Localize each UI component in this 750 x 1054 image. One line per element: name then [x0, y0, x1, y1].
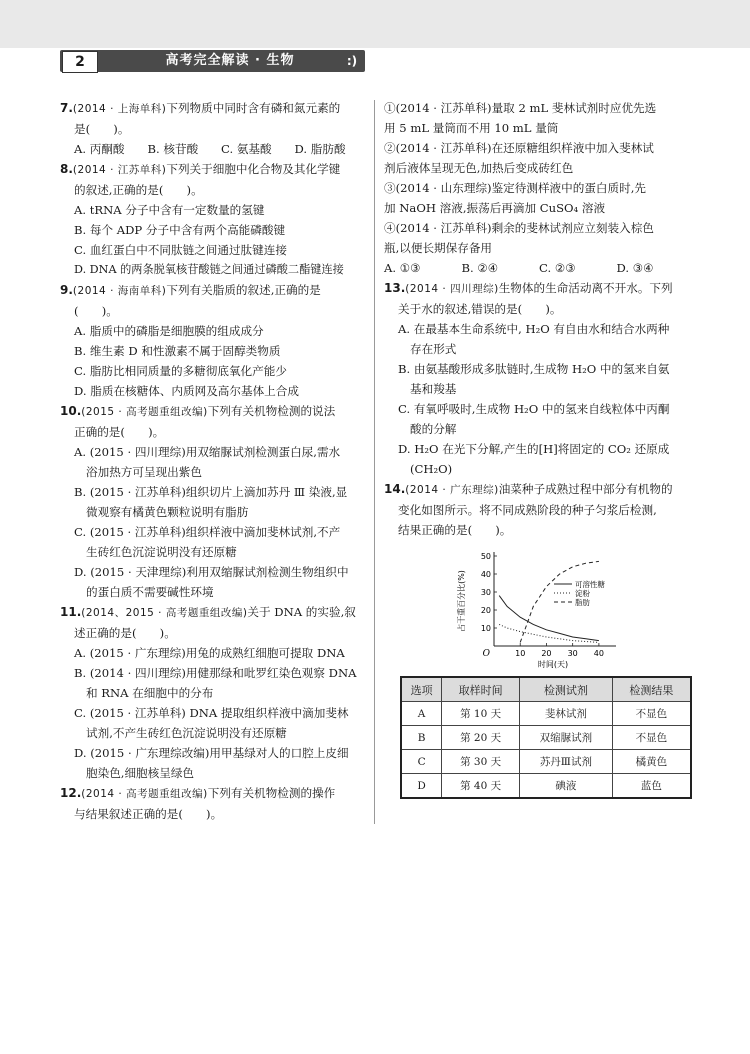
- origin-label: O: [482, 649, 490, 659]
- q8-stem2: 的叙述,正确的是( )。: [74, 183, 203, 197]
- page-number: 2: [62, 51, 98, 73]
- q9-option-c: C. 脂肪比相同质量的多糖彻底氧化产能少: [74, 364, 287, 378]
- q12-item-2: ②(2014 · 江苏单科)在还原糖组织样液中加入斐林试: [384, 141, 654, 155]
- column-divider: [374, 100, 375, 824]
- q14-stem3: 结果正确的是( )。: [398, 523, 512, 537]
- q9-stem2: ( )。: [74, 304, 118, 318]
- q12-item-4: ④(2014 · 江苏单科)剩余的斐林试剂应立刻装入棕色: [384, 221, 654, 235]
- q11-stem: 11.(2014、2015 · 高考题重组改编)关于 DNA 的实验,叙: [60, 605, 356, 619]
- legend-label: 淀粉: [575, 589, 590, 598]
- q8-option-c: C. 血红蛋白中不同肽链之间通过肽键连接: [74, 243, 287, 257]
- q11-option-d: D. (2015 · 广东理综改编)用甲基绿对人的口腔上皮细: [74, 746, 349, 760]
- q7-options: A. 丙酮酸 B. 核苷酸 C. 氨基酸 D. 脂肪酸: [74, 142, 346, 156]
- table-row: B 第 20 天 双缩脲试剂 不显色: [401, 726, 691, 750]
- q12-options: A. ①③ B. ②④ C. ②③ D. ③④: [384, 261, 654, 275]
- q13-stem: 13.(2014 · 四川理综)生物体的生命活动离不开水。下列: [384, 281, 673, 295]
- organic-matter-chart: [452, 548, 622, 670]
- y-tick-label: 20: [480, 606, 491, 615]
- x-tick-label: 10: [515, 649, 526, 658]
- q13-option-c: C. 有氧呼吸时,生成物 H₂O 中的氢来自线粒体中丙酮: [398, 402, 670, 416]
- q7-stem2: 是( )。: [74, 122, 130, 136]
- series-line-淀粉: [499, 624, 599, 642]
- q8-option-d: D. DNA 的两条脱氧核苷酸链之间通过磷酸二酯键连接: [74, 263, 344, 276]
- q12-item-1: ①(2014 · 江苏单科)量取 2 mL 斐林试剂时应优先选: [384, 101, 657, 115]
- table-row: D 第 40 天 碘液 蓝色: [401, 774, 691, 799]
- q8-stem: 8.(2014 · 江苏单科)下列关于细胞中化合物及其化学键: [60, 162, 341, 176]
- header-deco: :): [346, 54, 358, 68]
- q12-item-3: ③(2014 · 山东理综)鉴定待测样液中的蛋白质时,先: [384, 181, 646, 195]
- q12-stem2: 与结果叙述正确的是( )。: [74, 807, 223, 821]
- y-tick-label: 40: [480, 570, 491, 579]
- x-axis-label: 时间(天): [537, 660, 569, 669]
- x-tick-label: 20: [541, 649, 552, 658]
- legend-label: 脂肪: [575, 598, 590, 607]
- q13-stem2: 关于水的叙述,错误的是( )。: [398, 302, 562, 316]
- q10-option-c: C. (2015 · 江苏单科)组织样液中滴加斐林试剂,不产: [74, 525, 341, 539]
- q10-stem2: 正确的是( )。: [74, 425, 165, 439]
- y-axis-label: 占干重百分比(%): [457, 570, 466, 632]
- q9-stem: 9.(2014 · 海南单科)下列有关脂质的叙述,正确的是: [60, 283, 321, 297]
- q12-stem: 12.(2014 · 高考题重组改编)下列有关机物检测的操作: [60, 786, 336, 800]
- q11-option-c: C. (2015 · 江苏单科) DNA 提取组织样液中滴加斐林: [74, 706, 349, 720]
- q13-option-d: D. H₂O 在光下分解,产生的[H]将固定的 CO₂ 还原成: [398, 442, 670, 456]
- y-tick-label: 50: [480, 552, 491, 561]
- q10-stem: 10.(2015 · 高考题重组改编)下列有关机物检测的说法: [60, 404, 336, 418]
- q13-option-a: A. 在最基本生命系统中, H₂O 有自由水和结合水两种: [398, 322, 670, 336]
- q10-option-b: B. (2015 · 江苏单科)组织切片上滴加苏丹 Ⅲ 染液,显: [74, 485, 348, 499]
- q8-option-b: B. 每个 ADP 分子中含有两个高能磷酸键: [74, 223, 286, 237]
- q10-option-a: A. (2015 · 四川理综)用双缩脲试剂检测蛋白尿,需水: [74, 445, 341, 459]
- q11-option-a: A. (2015 · 广东理综)用兔的成熟红细胞可提取 DNA: [74, 646, 345, 660]
- q9-option-d: D. 脂质在核糖体、内质网及高尔基体上合成: [74, 384, 299, 398]
- q9-option-a: A. 脂质中的磷脂是细胞膜的组成成分: [74, 324, 264, 338]
- q11-stem2: 述正确的是( )。: [74, 626, 176, 640]
- q14-stem: 14.(2014 · 广东理综)油菜种子成熟过程中部分有机物的: [384, 482, 673, 496]
- q10-option-d: D. (2015 · 天津理综)利用双缩脲试剂检测生物组织中: [74, 565, 349, 579]
- book-title: 高考完全解读 · 生物: [165, 53, 295, 68]
- q8-option-a: A. tRNA 分子中含有一定数量的氢键: [74, 203, 265, 217]
- legend-label: 可溶性糖: [575, 580, 605, 589]
- q13-option-b: B. 由氨基酸形成多肽链时,生成物 H₂O 中的氢来自氨: [398, 362, 670, 376]
- y-tick-label: 30: [480, 588, 491, 597]
- table-header-row: 选项 取样时间 检测试剂 检测结果: [401, 677, 691, 702]
- right-column: ①(2014 · 江苏单科)量取 2 mL 斐林试剂时应优先选 用 5 mL 量筒而不用 10 mL 量筒 ②(2014 · 江苏单科)在还原糖组织样液中加入斐林试 剂后液体呈现无色,加热后变成砖红色 ③(2014 · 山东理综)鉴定待测样液中的蛋白质时,先 加 NaOH 溶液,振荡后再滴加 CuSO₄ 溶液 ④(2014 · 江苏单科)剩余的斐林试剂应立刻装入棕色 瓶,以便长期保存备用 A. ①③ B. ②④ C. ②③ D. ③④ 13.(2014 · 四川理综)生物体的生命活动离不开水。下列 关于水的叙述,错误的是( )。 A. 在最基本生命系统中, H₂O 有自由水和结合水两种 存在形式 B. 由氨基酸形成多肽链时,生成物 H₂O 中的氢来自氨 基和羧基 C. 有氧呼吸时,生成物 H₂O 中的氢来自线粒体中丙酮 酸的分解 D. H₂O 在光下分解,产生的[H]将固定的 CO₂ 还原成 (CH₂O) 14.(2014 · 广东理综)油菜种子成熟过程中部分有机物的 变化如图所示。将不同成熟阶段的种子匀浆后检测, 结果正确的是( )。: [384, 98, 694, 540]
- q9-option-b: B. 维生素 D 和性激素不属于固醇类物质: [74, 344, 281, 358]
- table-row: A 第 10 天 斐林试剂 不显色: [401, 702, 691, 726]
- result-table: [400, 676, 692, 799]
- q11-option-b: B. (2014 · 四川理综)用健那绿和吡罗红染色观察 DNA: [74, 666, 357, 680]
- q14-stem2: 变化如图所示。将不同成熟阶段的种子匀浆后检测,: [398, 503, 657, 517]
- y-tick-label: 10: [480, 624, 491, 633]
- x-tick-label: 40: [593, 649, 604, 658]
- table-row: C 第 30 天 苏丹Ⅲ试剂 橘黄色: [401, 750, 691, 774]
- top-band: [0, 0, 750, 48]
- left-column: 7.(2014 · 上海单科)下列物质中同时含有磷和氮元素的 是( )。 A. 丙酮酸 B. 核苷酸 C. 氨基酸 D. 脂肪酸 8.(2014 · 江苏单科)下列关于细胞中化合物及其化学键 的叙述,正确的是( )。 A. tRNA 分子中含有一定数量的氢键 B. 每个 ADP 分子中含有两个高能磷酸键 C. 血红蛋白中不同肽链之间通过肽键连接 D. DNA 的两条脱氧核苷酸链之间通过磷酸二酯键连接 9.(2014 · 海南单科)下列有关脂质的叙述,正确的是 ( )。 A. 脂质中的磷脂是细胞膜的组成成分 B. 维生素 D 和性激素不属于固醇类物质 C. 脂肪比相同质量的多糖彻底氧化产能少 D. 脂质在核糖体、内质网及高尔基体上合成 10.(2015 · 高考题重组改编)下列有关机物检测的说法 正确的是( )。 A. (2015 · 四川理综)用双缩脲试剂检测蛋白尿,需水 浴加热方可呈现出紫色 B. (2015 · 江苏单科)组织切片上滴加苏丹 Ⅲ 染液,显 微观察有橘黄色颗粒说明有脂肪 C. (2015 · 江苏单科)组织样液中滴加斐林试剂,不产 生砖红色沉淀说明没有还原糖 D. (2015 · 天津理综)利用双缩脲试剂检测生物组织中 的蛋白质不需要碱性环境 11.(2014、2015 · 高考题重组改编)关于 DNA 的实验,叙 述正确的是( )。 A. (2015 · 广东理综)用兔的成熟红细胞可提取 DNA B. (2014 · 四川理综)用健那绿和吡罗红染色观察 DNA 和 RNA 在细胞中的分布 C. (2015 · 江苏单科) DNA 提取组织样液中滴加斐林 试剂,不产生砖红色沉淀说明没有还原糖 D. (2015 · 广东理综改编)用甲基绿对人的口腔上皮细 胞染色,细胞核呈绿色 12.(2014 · 高考题重组改编)下列有关机物检测的操作 与结果叙述正确的是( )。: [60, 98, 368, 824]
- x-tick-label: 30: [567, 649, 578, 658]
- q7-stem: 7.(2014 · 上海单科)下列物质中同时含有磷和氮元素的: [60, 101, 341, 115]
